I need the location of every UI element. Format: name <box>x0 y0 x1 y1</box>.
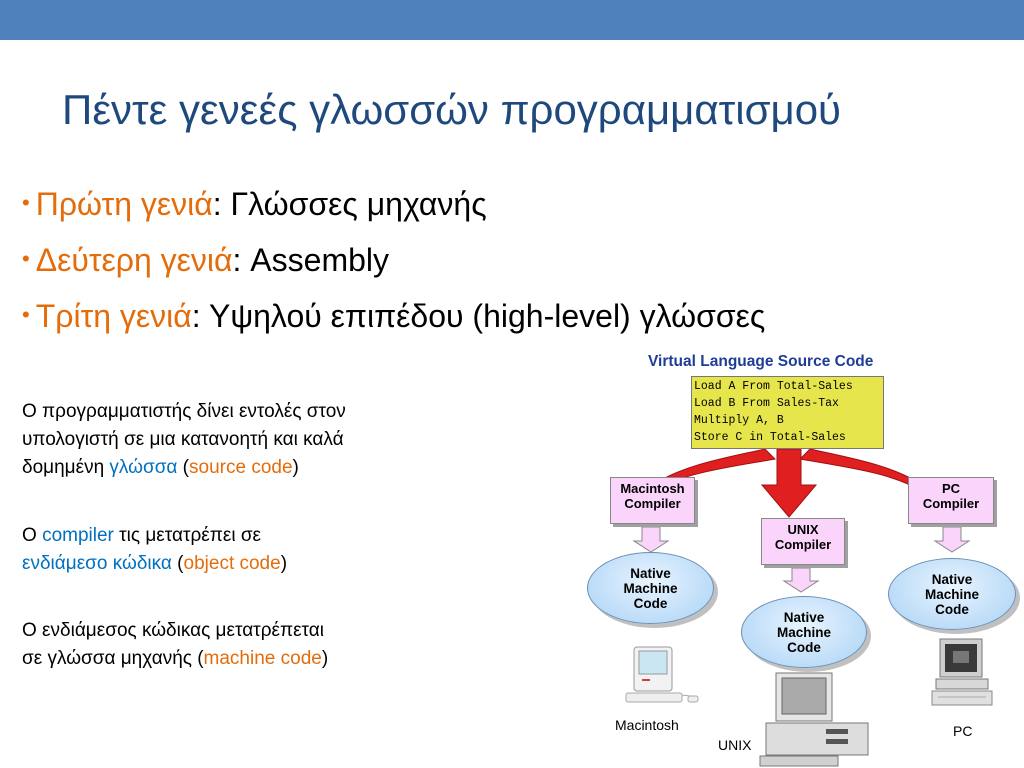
para-text: Ο <box>22 525 43 546</box>
slide-title: Πέντε γενεές γλωσσών προγραμματισμού <box>62 86 842 133</box>
paragraph-compiler <box>22 522 287 578</box>
code-line: Multiply A, B <box>694 414 784 427</box>
label-unix: UNIX <box>718 737 752 753</box>
para-line <box>22 550 287 578</box>
native-label: Native <box>931 571 973 587</box>
unix-computer-icon <box>760 673 868 766</box>
compiler-label: Compiler <box>922 496 980 511</box>
para-text: σε γλώσσα μηχανής ( <box>22 648 204 669</box>
bullet-dot-icon: • <box>22 190 30 215</box>
generations-list <box>22 186 765 354</box>
bullet-text: : Γλώσσες μηχανής <box>212 186 487 222</box>
para-text: τις μετατρέπει σε <box>113 525 262 546</box>
arrow-mac-compiler-down-icon <box>634 527 668 552</box>
native-label: Native <box>783 609 825 625</box>
para-text: ) <box>321 648 329 669</box>
paragraph-machine-code <box>22 617 328 673</box>
compiler-label: UNIX <box>787 522 819 537</box>
label-pc: PC <box>953 723 973 739</box>
compiler-label: Compiler <box>624 496 681 511</box>
arrow-pc-compiler-down-icon <box>935 527 969 552</box>
para-text: ) <box>292 457 299 478</box>
compiler-label: PC <box>941 481 961 496</box>
bullet-second-generation <box>22 242 765 298</box>
pc-computer-icon <box>932 639 992 705</box>
bullet-dot-icon: • <box>22 246 30 271</box>
para-text: δομημένη <box>22 457 110 478</box>
native-code-mac <box>587 552 714 624</box>
term-compiler: compiler <box>42 525 114 546</box>
para-text: ( <box>177 457 190 478</box>
code-line: Store C in Total-Sales <box>694 431 846 444</box>
source-code-box <box>691 376 884 449</box>
term-object-code: object code <box>183 553 281 574</box>
paragraph-source-code <box>22 398 346 482</box>
bullet-first-generation <box>22 186 765 242</box>
native-label: Code <box>633 595 668 611</box>
compiler-label: Macintosh <box>620 481 685 496</box>
para-text: ( <box>171 553 184 574</box>
term-language: γλώσσα <box>109 457 178 478</box>
para-line: Ο προγραμματιστής δίνει εντολές στον <box>22 401 346 422</box>
term-machine-code: machine code <box>203 648 322 669</box>
para-text: ) <box>280 553 288 574</box>
native-label: Code <box>935 601 969 617</box>
para-line: Ο ενδιάμεσος κώδικας μετατρέπεται <box>22 620 324 641</box>
para-line <box>22 645 328 673</box>
native-code-unix <box>741 596 867 668</box>
native-label: Native <box>630 565 671 581</box>
label-macintosh: Macintosh <box>615 717 679 733</box>
macintosh-compiler-box <box>610 477 695 524</box>
bullet-label: Πρώτη γενιά <box>35 186 213 222</box>
bullet-label: Δεύτερη γενιά <box>35 242 233 278</box>
term-source-code: source code <box>189 457 293 478</box>
unix-compiler-box <box>761 518 845 565</box>
native-code-pc <box>888 558 1016 630</box>
native-label: Machine <box>623 580 678 596</box>
diagram-title: Virtual Language Source Code <box>648 353 874 370</box>
para-line: υπολογιστή σε μια κατανοητή και καλά <box>22 429 344 450</box>
native-label: Code <box>787 639 821 655</box>
macintosh-computer-icon <box>626 647 698 702</box>
code-line: Load A From Total-Sales <box>694 380 853 393</box>
para-line <box>22 522 287 550</box>
para-line <box>22 454 346 482</box>
top-banner <box>0 0 1024 40</box>
bullet-dot-icon: • <box>22 302 30 327</box>
code-line: Load B From Sales-Tax <box>694 397 839 410</box>
term-intermediate-code: ενδιάμεσο κώδικα <box>22 553 172 574</box>
compilation-diagram <box>570 345 1024 768</box>
bullet-label: Τρίτη γενιά <box>35 298 192 334</box>
pc-compiler-box <box>908 477 994 524</box>
compiler-label: Compiler <box>774 537 832 552</box>
native-label: Machine <box>924 586 979 602</box>
bullet-text: : Υψηλού επιπέδου (high-level) γλώσσες <box>191 298 766 334</box>
native-label: Machine <box>776 624 831 640</box>
bullet-text: : Assembly <box>232 242 389 278</box>
arrow-unix-compiler-down-icon <box>784 568 818 592</box>
